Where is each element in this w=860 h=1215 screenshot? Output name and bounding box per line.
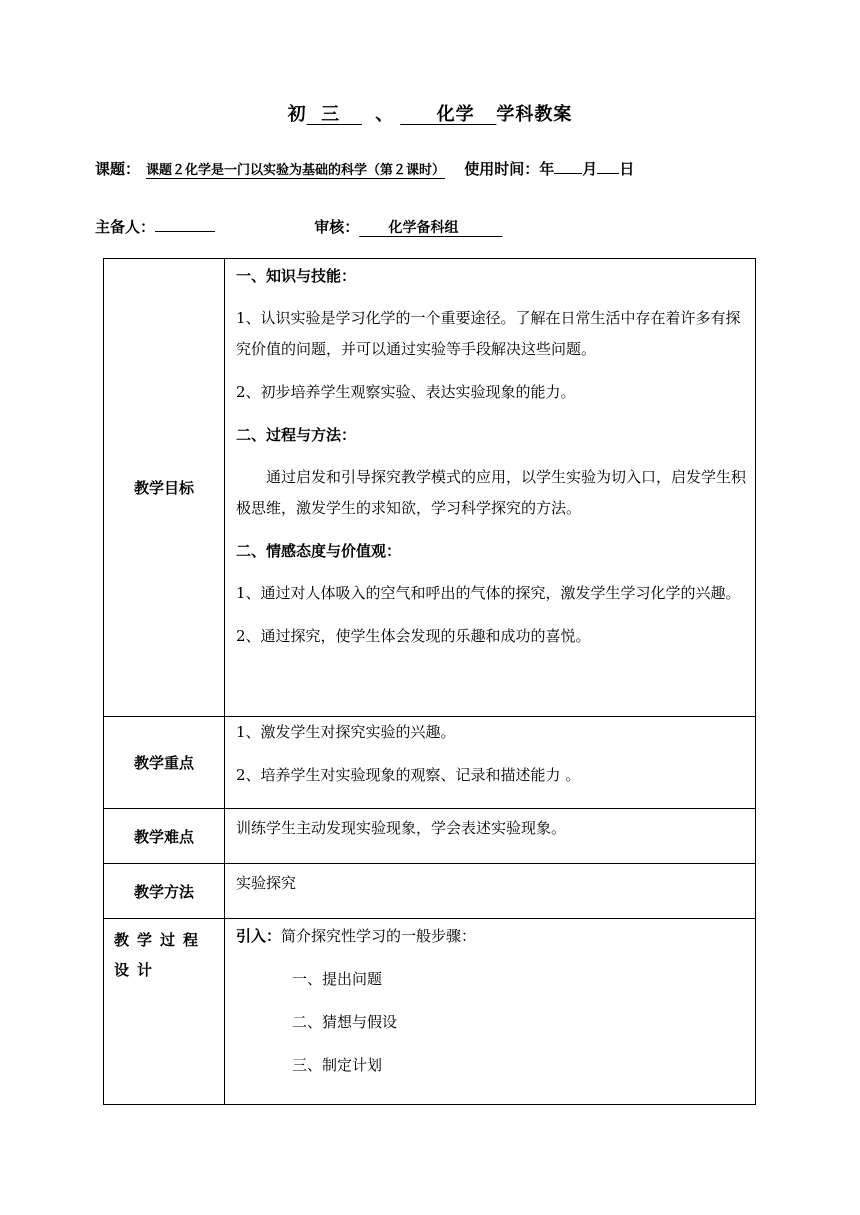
goals-content <box>225 259 756 717</box>
goal-knowledge-2: 2、初步培养学生观察实验、表达实验现象的能力。 <box>236 383 576 401</box>
method-text: 实验探究 <box>236 874 297 892</box>
key-points-label: 教学重点 <box>104 717 225 809</box>
process-step-1: 一、提出问题 <box>292 970 383 988</box>
key-points-row <box>104 717 756 809</box>
lesson-plan-table <box>103 258 756 1105</box>
day-label: 日 <box>619 160 635 178</box>
title-separator: 、 <box>375 104 395 125</box>
preparer-label: 主备人： <box>95 218 156 236</box>
goal-process-1: 通过启发和引导探究教学模式的应用，以学生实验为切入口，启发学生积极思维，激发学生的求知欲，学习科学探究的方法。 <box>236 468 747 517</box>
grade-value: 三 <box>321 104 341 125</box>
process-row <box>104 919 756 1105</box>
doc-type: 学科教案 <box>496 104 573 125</box>
reviewer-label: 审核： <box>314 218 360 236</box>
preparer-blank <box>155 217 215 232</box>
goal-attitude-2: 2、通过探究，使学生体会发现的乐趣和成功的喜悦。 <box>236 627 591 645</box>
topic-label: 课题： <box>95 160 141 178</box>
goals-row <box>104 259 756 717</box>
grade-prefix: 初 <box>287 104 307 125</box>
difficulty-text: 训练学生主动发现实验现象，学会表述实验现象。 <box>236 819 567 837</box>
goals-label: 教学目标 <box>104 259 225 717</box>
process-intro: 引入：简介探究性学习的一般步骤： <box>236 927 477 945</box>
method-content <box>225 864 756 919</box>
topic-value: 课题２化学是一门以实验为基础的科学（第２课时） <box>146 163 446 178</box>
difficulty-label: 教学难点 <box>104 809 225 864</box>
key-point-1: 1、激发学生对探究实验的兴趣。 <box>236 723 456 741</box>
method-row <box>104 864 756 919</box>
month-label: 月 <box>582 160 598 178</box>
time-label: 使用时间： <box>464 160 540 178</box>
process-label: 教学过程设计 <box>104 919 225 1105</box>
method-label: 教学方法 <box>104 864 225 919</box>
difficulty-row <box>104 809 756 864</box>
goal-knowledge-1: 1、认识实验是学习化学的一个重要途径。了解在日常生活中存在着许多有探究价值的问题，并可以通过实验等手段解决这些问题。 <box>236 309 741 358</box>
day-blank <box>597 159 619 174</box>
difficulty-content <box>225 809 756 864</box>
goal-heading-attitude: 二、情感态度与价值观： <box>236 542 402 560</box>
process-step-3: 三、制定计划 <box>292 1056 383 1074</box>
goal-heading-knowledge: 一、知识与技能： <box>236 267 357 285</box>
key-point-2: 2、培养学生对实验现象的观察、记录和描述能力 。 <box>236 766 581 784</box>
key-points-content <box>225 717 756 809</box>
subject-value: 化学 <box>436 104 475 125</box>
preparer-line <box>95 216 502 237</box>
topic-line <box>95 158 634 179</box>
process-content <box>225 919 756 1105</box>
reviewer-value: 化学备科组 <box>388 220 459 236</box>
goal-attitude-1: 1、通过对人体吸入的空气和呼出的气体的探究，激发学生学习化学的兴趣。 <box>236 584 741 602</box>
process-step-2: 二、猜想与假设 <box>292 1013 398 1031</box>
goal-heading-process: 二、过程与方法： <box>236 426 357 444</box>
year-label: 年 <box>539 160 555 178</box>
month-blank <box>554 159 582 174</box>
document-title <box>0 100 860 126</box>
